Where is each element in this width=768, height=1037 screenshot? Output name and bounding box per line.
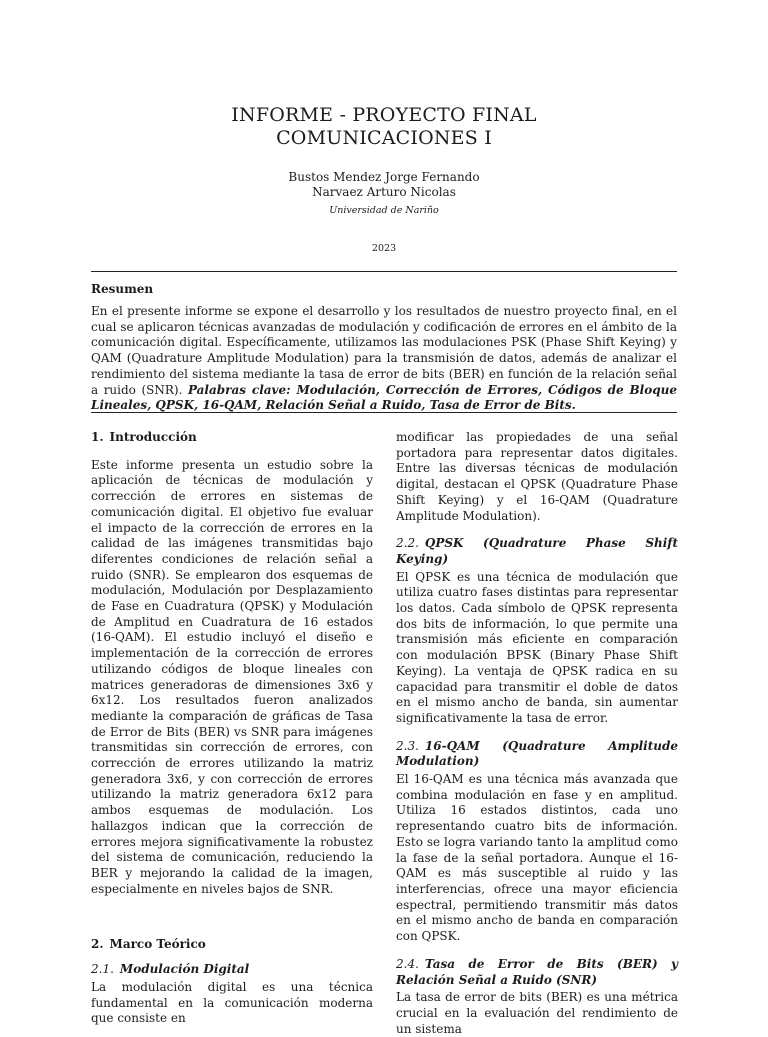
subsection-heading-modulacion-digital xyxy=(91,962,373,978)
publication-year: 2023 xyxy=(371,243,397,254)
subsection-heading-ber-snr xyxy=(396,957,678,988)
title-line-1: INFORME - PROYECTO FINAL xyxy=(231,104,537,126)
subsection-heading-qpsk xyxy=(396,536,678,567)
section-title: Marco Teórico xyxy=(109,937,206,952)
subsection-number: 2.4. xyxy=(396,956,419,971)
subsection-title: 16-QAM (Quadrature Amplitude Modulation) xyxy=(396,738,678,769)
author-1: Bustos Mendez Jorge Fernando xyxy=(288,170,480,184)
subsection-number: 2.1. xyxy=(91,962,114,977)
right-column xyxy=(396,430,678,1037)
title-line-2: COMUNICACIONES I xyxy=(276,127,492,149)
subsection-title: QPSK (Quadrature Phase Shift Keying) xyxy=(396,536,678,566)
qpsk-paragraph: El QPSK es una técnica de modulación que utiliza cuatro fases distintas para representar los datos. Cada símbolo de QPSK representa dos bits de información, lo que permite una transmisión más eficiente en comparación con modulación BPSK (Binary Phase Shift Keying). La ventaja de QPSK radica en su capacidad para transmitir el doble de datos en el mismo ancho de banda, sin aumentar significativamente la tasa de error. xyxy=(396,569,678,725)
keywords: Palabras clave: Modulación, Corrección de Errores, Códigos de Bloque Lineales, QPSK, 16-QAM, Relación Señal a Ruido, Tasa de Error de Bits. xyxy=(91,382,677,413)
section-number: 1. xyxy=(91,430,104,444)
ber-paragraph: La tasa de error de bits (BER) es una métrica crucial en la evaluación del rendimiento de un sistema xyxy=(396,990,678,1036)
section-heading-marco-teorico xyxy=(91,937,373,953)
paper-title xyxy=(0,104,768,150)
intro-paragraph: Este informe presenta un estudio sobre la aplicación de técnicas de modulación y corrección de errores en sistemas de comunicación digital. El objetivo fue evaluar el impacto de la corrección de errores en la calidad de las imágenes transmitidas bajo diferentes condiciones de relación señal a ruido (SNR). Se emplearon dos esquemas de modulación, Modulación por Desplazamiento de Fase en Cuadratura (QPSK) y Modulación de Amplitud en Cuadratura de 16 estados (16-QAM). El estudio incluyó el diseño e implementación de la corrección de errores utilizando códigos de bloque lineales con matrices generadoras de dimensiones 3x6 y 6x12. Los resultados fueron analizados mediante la comparación de gráficas de Tasa de Error de Bits (BER) vs SNR para imágenes transmitidas sin corrección de errores, con corrección de errores utilizando la matriz generadora 3x6, y con corrección de errores utilizando la matriz generadora 6x12 para ambos esquemas de modulación. Los hallazgos indican que la corrección de errores mejora significativamente la robustez del sistema de comunicación, reduciendo la BER y mejorando la calidad de la imagen, especialmente en niveles bajos de SNR. xyxy=(91,457,373,896)
section-title: Introducción xyxy=(109,430,197,444)
left-column xyxy=(91,430,373,1027)
modulacion-digital-paragraph-start: La modulación digital es una técnica fundamental en la comunicación moderna que consiste en xyxy=(91,979,373,1026)
affiliation: Universidad de Nariño xyxy=(329,205,439,216)
subsection-title: Tasa de Error de Bits (BER) y Relación Señal a Ruido (SNR) xyxy=(396,956,678,987)
abstract-bottom-rule xyxy=(91,412,677,413)
modulacion-digital-paragraph-end: modificar las propiedades de una señal portadora para representar datos digitales. Entre las diversas técnicas de modulación digital, destacan el QPSK (Quadrature Phase Shift Keying) y el 16-QAM (Quadrature Amplitude Modulation). xyxy=(396,430,678,523)
subsection-title: Modulación Digital xyxy=(119,962,250,977)
subsection-number: 2.3. xyxy=(396,738,419,753)
abstract-top-rule xyxy=(91,271,677,272)
abstract-heading: Resumen xyxy=(91,282,154,296)
subsection-number: 2.2. xyxy=(396,536,419,551)
abstract-text: En el presente informe se expone el desarrollo y los resultados de nuestro proyecto final, en el cual se aplicaron técnicas avanzadas de modulación y codificación de errores en el ámbito de la comunicación digital. Específicamente, utilizamos las modulaciones PSK (Phase Shift Keying) y QAM (Quadrature Amplitude Modulation) para la transmisión de datos, además de analizar el rendimiento del sistema mediante la tasa de error de bits (BER) en función de la relación señal a ruido (SNR). xyxy=(91,304,677,397)
author-2: Narvaez Arturo Nicolas xyxy=(312,185,456,199)
abstract xyxy=(91,304,677,414)
section-number: 2. xyxy=(91,937,104,952)
section-heading-introduccion xyxy=(91,430,373,446)
authors xyxy=(0,170,768,200)
16qam-paragraph: El 16-QAM es una técnica más avanzada que combina modulación en fase y en amplitud. Utiliza 16 estados distintos, cada uno representando cuatro bits de información. Esto se logra variando tanto la amplitud como la fase de la señal portadora. Aunque el 16-QAM es más susceptible al ruido y las interferencias, ofrece una mayor eficiencia espectral, permitiendo transmitir más datos en el mismo ancho de banda en comparación con QPSK. xyxy=(396,772,678,944)
subsection-heading-16qam xyxy=(396,739,678,770)
